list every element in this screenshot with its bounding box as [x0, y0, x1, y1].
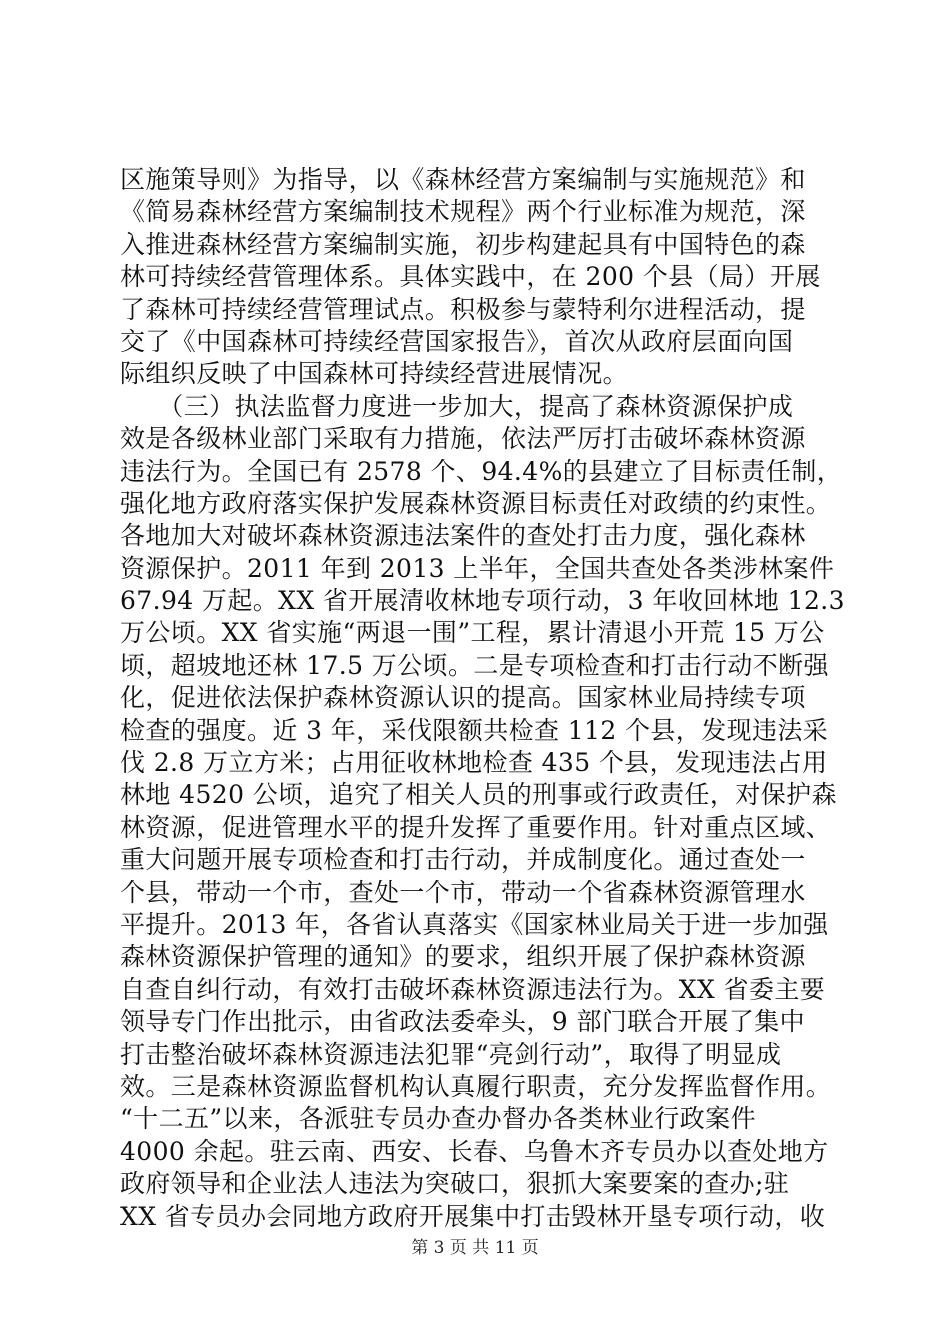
text-line: 各地加大对破坏森林资源违法案件的查处打击力度，强化森林: [120, 521, 806, 551]
text-line: 领导专门作出批示，由省政法委牵头，9 部门联合开展了集中: [120, 1007, 806, 1037]
text-line: 森林资源保护管理的通知》的要求，组织开展了保护森林资源: [120, 942, 806, 972]
text-line: 打击整治破坏森林资源违法犯罪“亮剑行动”，取得了明显成: [120, 1039, 782, 1069]
text-line: 顷，超坡地还林 17.5 万公顷。二是专项检查和打击行动不断强: [120, 650, 829, 680]
text-line: （三）执法监督力度进一步加大，提高了森林资源保护成: [120, 391, 794, 421]
text-line: 了森林可持续经营管理试点。积极参与蒙特利尔进程活动，提: [120, 294, 806, 324]
page-number: 第 3 页 共 11 页: [411, 1238, 539, 1258]
page-footer: [0, 1238, 950, 1258]
body-text: [120, 164, 860, 1233]
text-line: 区施策导则》为指导，以《森林经营方案编制与实施规范》和: [120, 165, 806, 194]
text-line: 林可持续经营管理体系。具体实践中，在 200 个县（局）开展: [120, 262, 821, 292]
text-line: 自查自纠行动，有效打击破坏森林资源违法行为。XX 省委主要: [120, 974, 826, 1004]
text-line: XX 省专员办会同地方政府开展集中打击毁林开垦专项行动，收: [120, 1201, 826, 1231]
text-line: 林资源，促进管理水平的提升发挥了重要作用。针对重点区域、: [120, 812, 832, 842]
text-line: 际组织反映了中国森林可持续经营进展情况。: [120, 359, 629, 389]
text-line: 万公顷。XX 省实施“两退一围”工程，累计清退小开荒 15 万公: [120, 618, 825, 648]
text-line: 伐 2.8 万立方米；占用征收林地检查 435 个县，发现违法占用: [120, 748, 828, 778]
text-line: 平提升。2013 年，各省认真落实《国家林业局关于进一步加强: [120, 909, 829, 939]
text-line: 交了《中国森林可持续经营国家报告》，首次从政府层面向国: [120, 326, 794, 356]
text-line: 67.94 万起。XX 省开展清收林地专项行动，3 年收回林地 12.3: [120, 586, 845, 616]
text-line: 强化地方政府落实保护发展森林资源目标责任对政绩的约束性。: [120, 488, 832, 518]
text-line: 《简易森林经营方案编制技术规程》两个行业标准为规范，深: [120, 197, 806, 227]
text-line: 效。三是森林资源监督机构认真履行职责，充分发挥监督作用。: [120, 1071, 832, 1101]
text-line: 重大问题开展专项检查和打击行动，并成制度化。通过查处一: [120, 845, 806, 875]
text-line: 个县，带动一个市，查处一个市，带动一个省森林资源管理水: [120, 877, 806, 907]
text-line: 化，促进依法保护森林资源认识的提高。国家林业局持续专项: [120, 683, 806, 713]
text-line: 4000 余起。驻云南、西安、长春、乌鲁木齐专员办以查处地方: [120, 1136, 829, 1166]
text-line: 入推进森林经营方案编制实施，初步构建起具有中国特色的森: [120, 229, 806, 259]
text-line: “十二五”以来，各派驻专员办查办督办各类林业行政案件: [120, 1104, 756, 1134]
text-line: 违法行为。全国已有 2578 个、94.4%的县建立了目标责任制，: [120, 456, 843, 486]
text-line: 效是各级林业部门采取有力措施，依法严厉打击破坏森林资源: [120, 424, 806, 454]
text-line: 林地 4520 公顷，追究了相关人员的刑事或行政责任，对保护森: [120, 780, 837, 810]
text-line: 检查的强度。近 3 年，采伐限额共检查 112 个县，发现违法采: [120, 715, 829, 745]
text-line: 政府领导和企业法人违法为突破口，狠抓大案要案的查办;驻: [120, 1169, 790, 1199]
text-line: 资源保护。2011 年到 2013 上半年，全国共查处各类涉林案件: [120, 553, 835, 583]
